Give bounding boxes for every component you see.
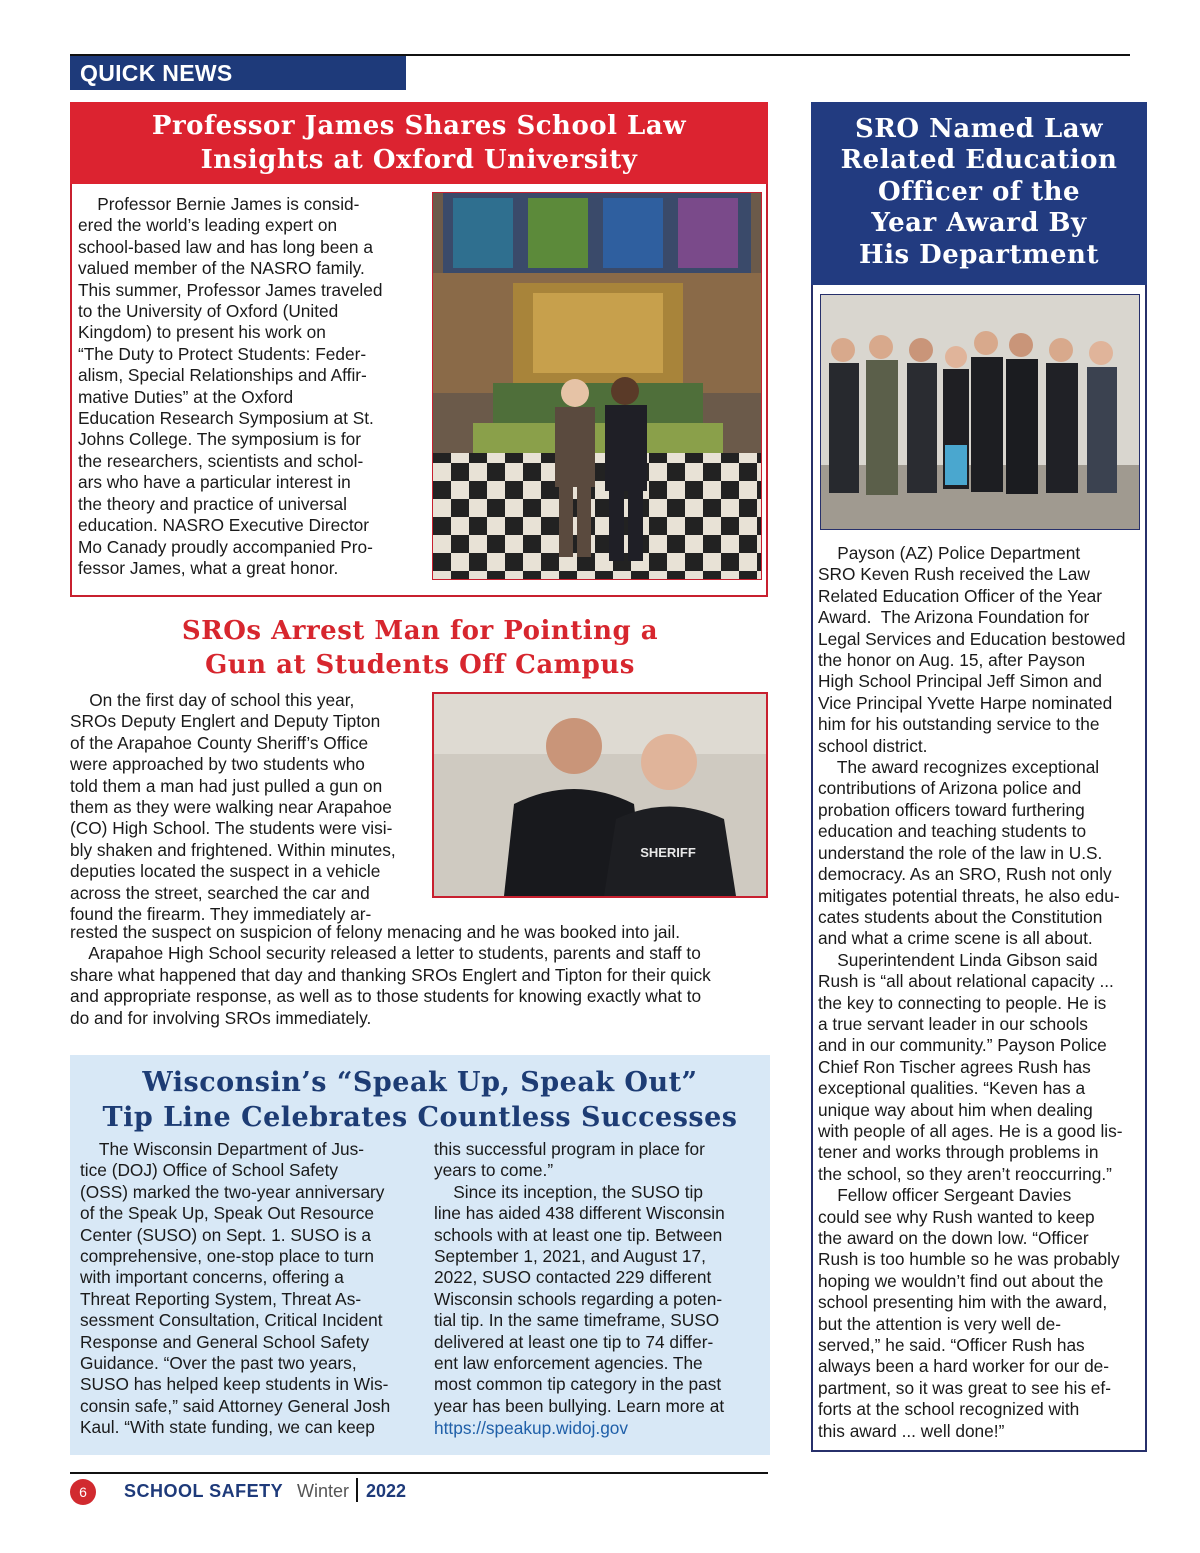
article-wisconsin-title-line2: Tip Line Celebrates Countless Successes bbox=[102, 1102, 738, 1133]
page-number: 6 bbox=[70, 1479, 96, 1505]
footer-divider bbox=[356, 1478, 358, 1502]
sidebar-title bbox=[811, 102, 1147, 285]
sidebar-title-line5: His Department bbox=[859, 239, 1099, 270]
section-label: QUICK NEWS bbox=[70, 56, 406, 90]
sidebar-title-line1: SRO Named Law bbox=[855, 114, 1103, 144]
publication-name: SCHOOL SAFETY bbox=[124, 1481, 284, 1501]
speakup-link[interactable]: https://speakup.widoj.gov bbox=[434, 1418, 629, 1438]
award-group-photo bbox=[820, 294, 1140, 530]
article-arrest-body-left: On the first day of school this year, SROs Deputy Englert and Deputy Tipton of the Arapahoe County Sheriff’s Office were approached by two students who told them a man had just pulled a gun on them as they were walking near Arapahoe (CO) High School. The students were visi- bly shaken and frightened. Within minutes, deputies located the suspect in a vehicle across the street, searched the car and found the firearm. They immediately ar- bbox=[70, 690, 396, 925]
article-oxford-title-line1: Professor James Shares School Law bbox=[151, 111, 687, 141]
article-wisconsin-col2: this successful program in place for years to come.” Since its inception, the SUSO tip line has aided 438 different Wisconsin schools with at least one tip. Between September 1, 2021, and August 17, 2022, SUSO contacted 229 different Wisconsin schools regarding a poten- tial tip. In the same timeframe, SUSO delivered at least one tip to 74 differ- ent law enforcement agencies. The most common tip category in the past year has been bullying. Learn more at bbox=[434, 1139, 725, 1416]
sidebar-title-line4: Year Award By bbox=[871, 208, 1087, 239]
article-wisconsin-title bbox=[70, 1065, 770, 1135]
deputies-photo bbox=[432, 692, 768, 898]
sidebar-title-line3: Officer of the bbox=[877, 176, 1081, 207]
sheriff-badge-text: SHERIFF bbox=[640, 845, 696, 860]
article-wisconsin-col1: The Wisconsin Department of Jus- tice (DOJ) Office of School Safety (OSS) marked the two-year anniversary of the Speak Up, Speak Out Resource Center (SUSO) on Sept. 1. SUSO is a comprehensive, one-stop place to turn with important concerns, offering a Threat Reporting System, Threat As- sessment Consultation, Critical Incident Response and General School Safety Guidance. “Over the past two years, SUSO has helped keep students in Wis- consin safe,” said Attorney General Josh Kaul. “With state funding, we can keep bbox=[80, 1139, 391, 1438]
article-arrest-body-full: rested the suspect on suspicion of felony menacing and he was booked into jail. Arapahoe High School security released a letter to students, parents and staff to share what happened that day and thanking SROs Englert and Tipton for their quick and appropriate response, as well as to those students for knowing exactly what to do and for involving SROs immediately. bbox=[70, 922, 711, 1028]
issue-season: Winter bbox=[297, 1481, 350, 1501]
sidebar-title-line2: Related Education bbox=[840, 145, 1118, 176]
oxford-chapel-photo bbox=[432, 192, 762, 580]
issue-year: 2022 bbox=[366, 1481, 407, 1501]
article-arrest-title-line1: SROs Arrest Man for Pointing a bbox=[181, 616, 659, 646]
sidebar-body: Payson (AZ) Police Department SRO Keven Rush received the Law Related Education Officer of the Year Award. The Arizona Foundation for Legal Services and Education bestowed the honor on Aug. 15, after Payson High School Principal Jeff Simon and Vice Principal Yvette Harpe nominated him for his outstanding service to the school district. The award recognizes exceptional contributions of Arizona police and probation officers toward furthering education and teaching students to understand the role of the law in U.S. democracy. As an SRO, Rush not only mitigates potential threats, he also edu- cates students about the Constitution and what a crime scene is all about. Superintendent Linda Gibson said Rush is “all about relational capacity ... the key to connecting to people. He is a true servant leader in our schools and in our community.” Payson Police Chief Ron Tischer agrees Rush has exceptional qualities. “Keven has a unique way about him when dealing with people of all ages. He is a good lis- tener and works through problems in the school, so they aren’t reoccurring.” Fellow officer Sergeant Davies could see why Rush wanted to keep the award on the down low. “Officer Rush is too humble so he was probably hoping we wouldn’t find out about the school presenting him with the award, but the attention is very well de- served,” he said. “Officer Rush has always been a hard worker for our de- partment, so it was great to see his ef- forts at the school recognized with this award ... well done!” bbox=[818, 543, 1126, 1441]
article-oxford-title bbox=[70, 102, 768, 184]
article-oxford-body: Professor Bernie James is consid- ered the world’s leading expert on school-based law and has long been a valued member of the NASRO family. This summer, Professor James traveled to the University of Oxford (United Kingdom) to present his work on “The Duty to Protect Students: Feder- alism, Special Relationships and Affir- mative Duties” at the Oxford Education Research Symposium at St. Johns College. The symposium is for the researchers, scientists and schol- ars who have a particular interest in the theory and practice of universal education. NASRO Executive Director Mo Canady proudly accompanied Pro- fessor James, what a great honor. bbox=[78, 194, 383, 578]
footer-rule bbox=[70, 1472, 768, 1474]
article-arrest-title bbox=[70, 614, 770, 682]
article-oxford-title-line2: Insights at Oxford University bbox=[200, 145, 638, 175]
article-wisconsin-title-line1: Wisconsin’s “Speak Up, Speak Out” bbox=[142, 1067, 698, 1098]
article-arrest-title-line2: Gun at Students Off Campus bbox=[205, 650, 635, 680]
